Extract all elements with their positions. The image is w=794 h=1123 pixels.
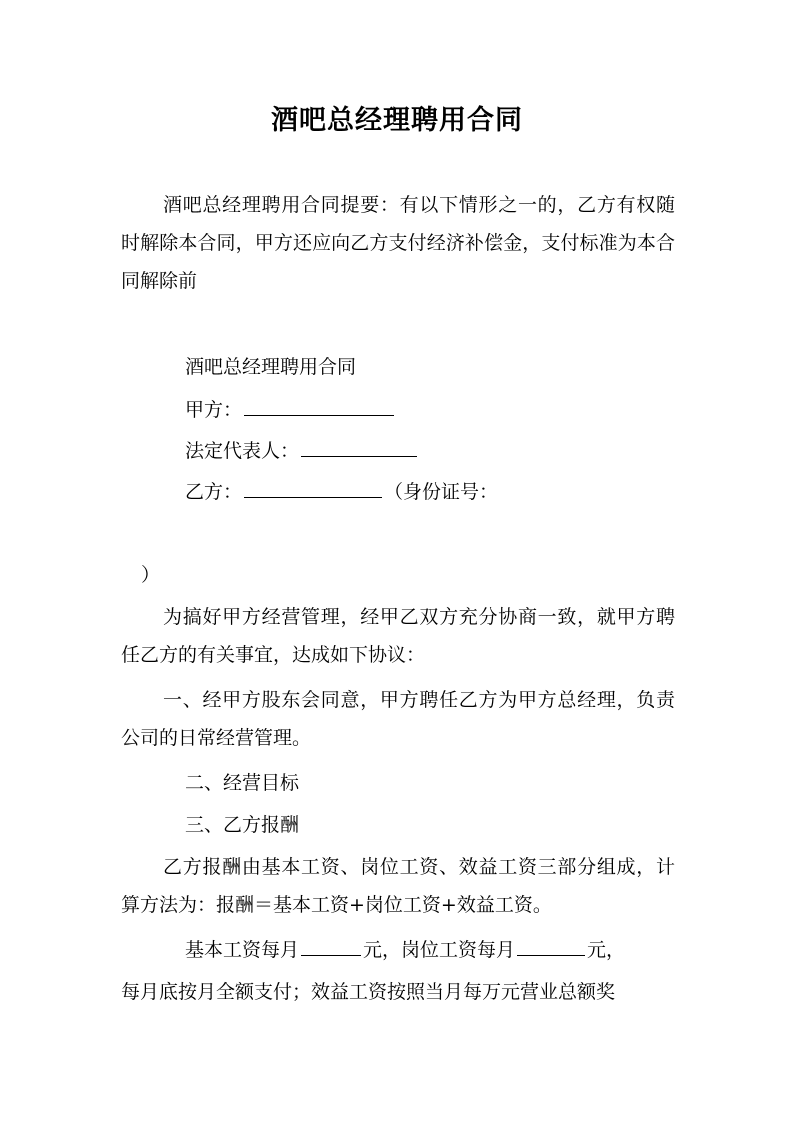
legal-rep-line — [185, 432, 419, 470]
close-paren: ） — [141, 564, 161, 586]
party-b-line — [185, 473, 498, 511]
base-pay-unit: 元，岗位工资每月 — [363, 939, 516, 961]
legal-rep-blank[interactable] — [301, 436, 417, 457]
intro-paragraph: 为搞好甲方经营管理，经甲乙双方充分协商一致，就甲方聘任乙方的有关事宜，达成如下协议： — [121, 606, 675, 666]
party-b-label: 乙方： — [185, 481, 243, 503]
legal-rep-label: 法定代表人： — [185, 440, 300, 462]
summary-paragraph: 酒吧总经理聘用合同提要：有以下情形之一的，乙方有权随时解除本合同，甲方还应向乙方支付经济补偿金，支付标准为本合同解除前 — [121, 194, 675, 292]
base-pay-prefix: 基本工资每月 — [185, 939, 300, 961]
pay-description: 乙方报酬由基本工资、岗位工资、效益工资三部分组成，计算方法为：报酬＝基本工资+岗位工资+效益工资。 — [121, 856, 675, 916]
party-b-blank[interactable] — [244, 477, 382, 498]
pay-continuation: 每月底按月全额支付；效益工资按照当月每万元营业总额奖 — [121, 981, 616, 1003]
base-pay-blank[interactable] — [301, 935, 361, 956]
clause-2-heading: 二、经营目标 — [185, 772, 300, 794]
party-a-blank[interactable] — [244, 395, 394, 416]
clause-1-paragraph: 一、经甲方股东会同意，甲方聘任乙方为甲方总经理，负责公司的日常经营管理。 — [121, 689, 675, 749]
clause-3-heading: 三、乙方报酬 — [185, 814, 300, 836]
document-title: 酒吧总经理聘用合同 — [271, 105, 523, 136]
party-a-label: 甲方： — [185, 399, 243, 421]
post-pay-blank[interactable] — [517, 935, 585, 956]
post-pay-unit: 元， — [587, 939, 626, 961]
id-label: （身份证号： — [384, 481, 499, 503]
pay-amount-line — [185, 931, 625, 969]
party-a-line — [185, 391, 396, 429]
contract-subtitle: 酒吧总经理聘用合同 — [185, 356, 357, 378]
